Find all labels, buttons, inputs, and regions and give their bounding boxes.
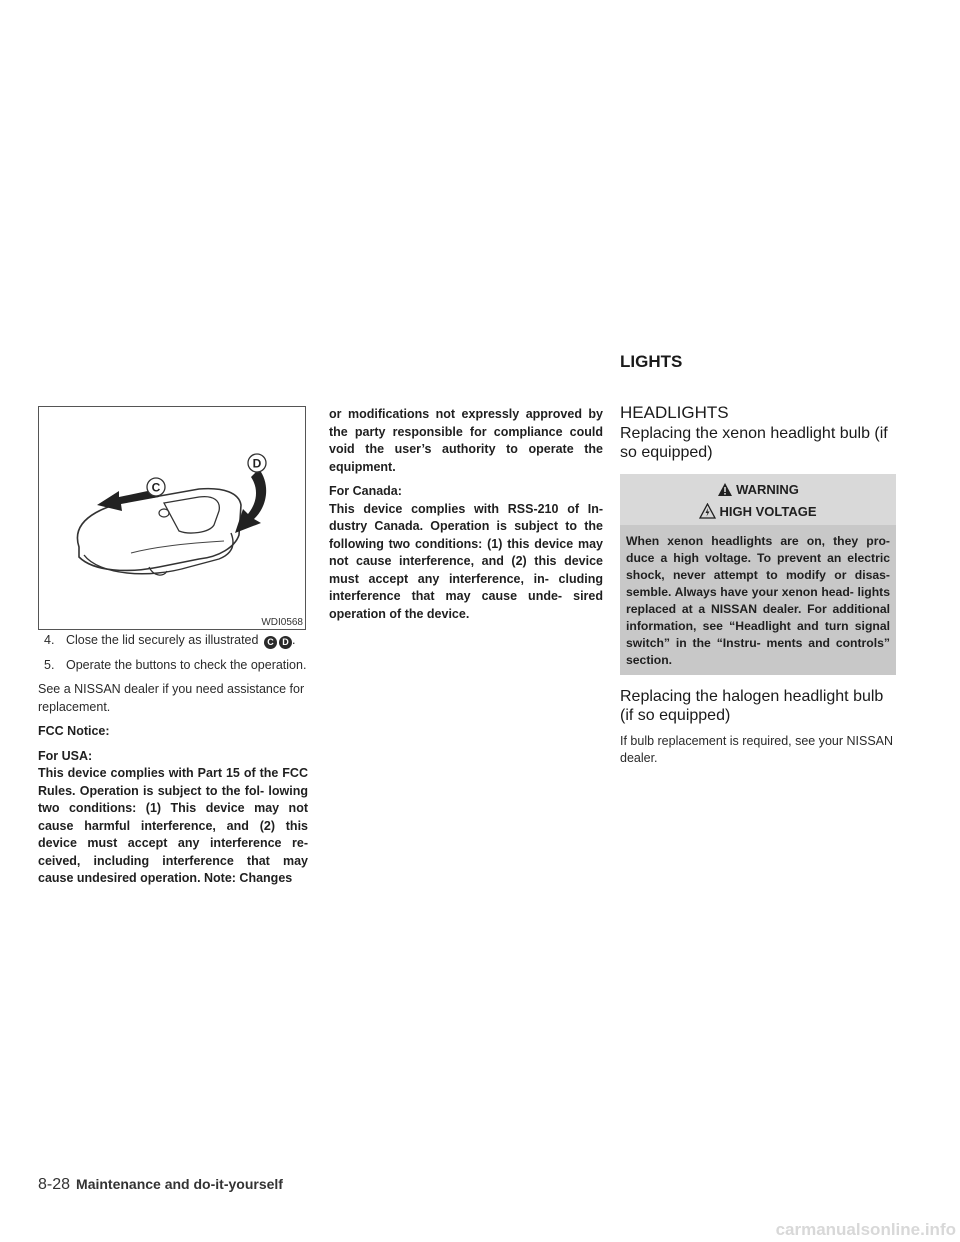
figure-code: WDI0568 — [261, 617, 303, 628]
step-text: Close the lid securely as illustrated C D . — [66, 633, 296, 647]
svg-text:D: D — [252, 456, 262, 471]
chapter-title: Maintenance and do-it-yourself — [76, 1176, 283, 1192]
key-fob-illustration — [39, 407, 305, 629]
fcc-notice-label: FCC Notice: — [38, 724, 110, 738]
high-voltage-icon — [699, 503, 716, 519]
for-canada-label: For Canada: — [329, 484, 402, 498]
notice-continuation: or modifications not expressly approved by the party responsible for compliance could void the user’s authority to operate the equipment. — [329, 407, 603, 474]
svg-text:C: C — [151, 480, 161, 495]
usa-notice-text: This device complies with Part 15 of the FCC Rules. Operation is subject to the fol- lowing two conditions: (1) This device may not cause harmful interference, and (2) this device must accept any interference re- ceived, including interference that may cause undesired operation. Note: Changes — [38, 766, 308, 885]
warning-box — [620, 474, 896, 675]
page-number: 8-28 — [38, 1176, 71, 1193]
section-title: LIGHTS — [620, 352, 683, 371]
warning-icon — [717, 482, 733, 497]
watermark: carmanualsonline.info — [775, 1220, 956, 1239]
warning-subtitle: HIGH VOLTAGE — [620, 501, 896, 525]
dealer-note: See a NISSAN dealer if you need assistance for replacement. — [38, 682, 305, 714]
warning-body: When xenon headlights are on, they pro- duce a high voltage. To prevent an electric shock, never attempt to modify or disas- semble. Always have your xenon head- lights replaced at a NISSAN dealer. For additional information, see “Headlight and turn signal switch” in the “Instru- ments and controls” section. — [620, 525, 896, 675]
step-number: 5. — [44, 657, 55, 672]
halogen-heading: Replacing the halogen headlight bulb (if so equipped) — [620, 688, 884, 724]
key-fob-figure — [38, 406, 306, 630]
canada-notice-text: This device complies with RSS-210 of In- dustry Canada. Operation is subject to the following two conditions: (1) this device may not cause interference, and (2) this device must accept any interference, in- cluding interference that may cause unde- sired operation of the device. — [329, 501, 603, 621]
warning-title: WARNING — [620, 474, 896, 501]
ref-d-badge: D — [279, 636, 292, 649]
xenon-heading: Replacing the xenon headlight bulb (if so equipped) — [620, 425, 888, 461]
column-1 — [38, 632, 308, 888]
ref-c-badge: C — [264, 636, 277, 649]
headlights-heading: HEADLIGHTS — [620, 403, 729, 422]
for-usa-label: For USA: — [38, 748, 93, 763]
page-footer — [38, 1176, 283, 1194]
halogen-text: If bulb replacement is required, see your NISSAN dealer. — [620, 734, 894, 765]
step-4 — [38, 632, 308, 650]
step-5 — [38, 657, 308, 675]
column-2 — [329, 406, 603, 630]
step-number: 4. — [44, 633, 55, 647]
step-text: Operate the buttons to check the operation. — [66, 657, 307, 672]
column-3 — [620, 404, 896, 767]
